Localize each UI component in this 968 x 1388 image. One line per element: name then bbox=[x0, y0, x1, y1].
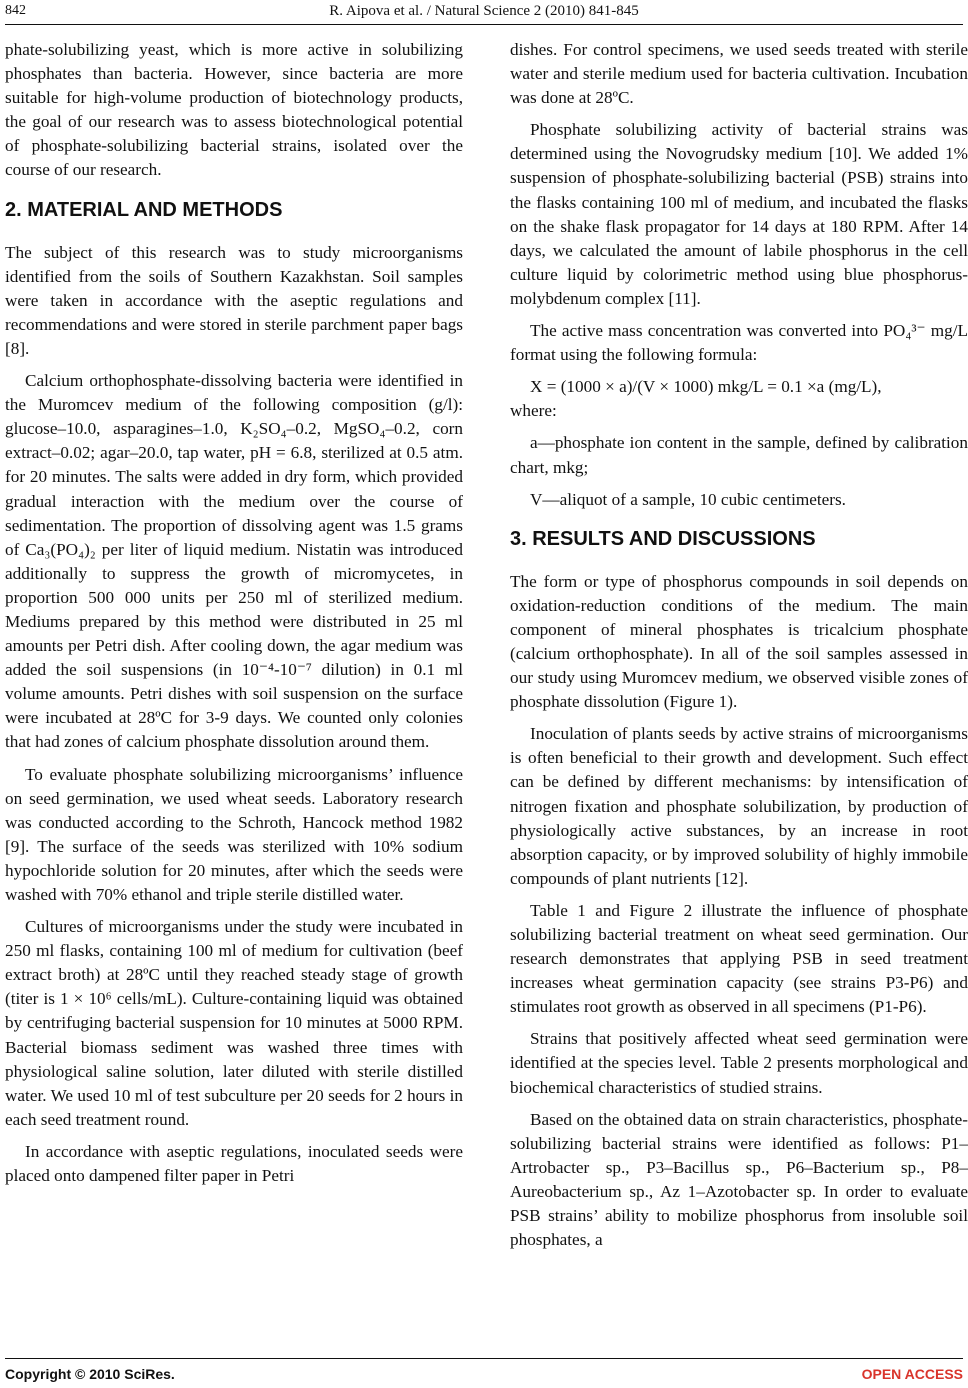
paragraph: The subject of this research was to study microorganisms identified from the soils of Southern Kazakhstan. Soil samples were taken in accordance with the aseptic regulations and recommendations and were stored in sterile parchment paper bags [8]. bbox=[5, 242, 463, 358]
page-header bbox=[0, 0, 968, 22]
formula: X = (1000 × a)/(V × 1000) mkg/L = 0.1 ×a (mg/L), bbox=[530, 377, 882, 397]
paragraph: Calcium orthophosphate-dissolving bacteria were identified in the Muromcev medium of the following composition (g/l): glucose–10.0, asparagines–1.0, K₂SO₄–0.2, MgSO₄–0.2, corn extract–0.02; agar–20.0, tap water, pH = 6.8, sterilized at 0.5 atm. for 20 minutes. The salts were added in dry form, which provided gradual interaction with the medium over the course of sedimentation. The proportion of dissolving agent was 1.5 grams of Ca₃(PO₄)₂ per liter of liquid medium. Nistatin was introduced additionally to suppress the growth of micromycetes, in proportion 500 000 units per 250 ml of sterilized medium. Mediums prepared by this method were distributed in 25 ml amounts per Petri dish. After cooling down, the agar medium was added the soil suspensions (in 10⁻⁴-10⁻⁷ dilution) in 0.1 ml volume amounts. Petri dishes with soil suspension on the surface were incubated at 28ºC for 3-9 days. We counted only colonies that had zones of calcium phosphate dissolution around them. bbox=[5, 371, 463, 752]
right-column bbox=[510, 38, 968, 1260]
copyright: Copyright © 2010 SciRes. bbox=[5, 1366, 175, 1382]
paragraph: The active mass concentration was converted into PO₄³⁻ mg/L format using the following formula: bbox=[510, 321, 968, 365]
left-column bbox=[5, 38, 463, 1196]
paragraph: Cultures of microorganisms under the study were incubated in 250 ml flasks, containing 100 ml of medium for cultivation (beef extract broth) at 28ºC until they reached steady stage of growth (titer is 1 × 10⁶ cells/mL). Culture-containing liquid was obtained by centrifuging bacterial suspension for 10 minutes at 5000 RPM. Bacterial biomass sediment was washed three times with physiological saline solution, later diluted with sterile distilled water. We used 10 ml of test subculture per 20 seeds for 2 hours in each seed treatment round. bbox=[5, 917, 463, 1129]
page-footer bbox=[0, 1366, 968, 1388]
definition-v: V―aliquot of a sample, 10 cubic centimeters. bbox=[530, 489, 846, 509]
paragraph: Table 1 and Figure 2 illustrate the influence of phosphate solubilizing bacterial treatment on wheat seed germination. Our research demonstrates that applying PSB in seed treatment increases wheat germination capacity (see strains P3-P6) and stimulates root growth as observed in all specimens (P1-P6). bbox=[510, 900, 968, 1017]
footer-rule bbox=[5, 1358, 963, 1359]
paragraph: Inoculation of plants seeds by active strains of microorganisms is often beneficial to their growth and development. Such effect can be defined by different mechanisms: by intensification of nitrogen fixation and phosphate solubilization, by production of physiologically active substances, by an increase in root absorption capacity, or by improved solubility of highly immobile compounds of plant nutrients [12]. bbox=[510, 724, 968, 888]
paragraph: The form or type of phosphorus compounds in soil depends on oxidation-reduction conditions of the medium. The main component of mineral phosphates is tricalcium phosphate (calcium orthophosphate). In all of the soil samples assessed in our study using Muromcev medium, we observed visible zones of phosphate dissolution (Figure 1). bbox=[510, 571, 968, 712]
section-heading-results: 3. RESULTS AND DISCUSSIONS bbox=[510, 527, 816, 550]
paragraph: Phosphate solubilizing activity of bacterial strains was determined using the Novogrudsky medium [10]. We added 1% suspension of phosphate-solubilizing bacterial (PSB) strains into the flasks containing 100 ml of medium, and incubated the flasks on the shake flask propagator for 14 days at 180 RPM. After 14 days, we calculated the amount of labile phosphorus in the cell culture liquid by colorimetric method using blue phosphorus-molybdenum complex [11]. bbox=[510, 120, 968, 308]
paragraph: In accordance with aseptic regulations, inoculated seeds were placed onto dampened filter paper in Petri bbox=[5, 1141, 463, 1186]
section-heading-methods: 2. MATERIAL AND METHODS bbox=[5, 198, 283, 221]
header-rule bbox=[5, 24, 963, 25]
paragraph: Strains that positively affected wheat seed germination were identified at the species level. Table 2 presents morphological and biochemical characteristics of studied strains. bbox=[510, 1029, 968, 1097]
paragraph: Based on the obtained data on strain characteristics, phosphate-solubilizing bacterial strains were identified as follows: P1–Artrobacter sp., P3–Bacillus sp., P6–Bacterium sp., P8–Aureobacterium sp., Az 1–Azotobacter sp. In order to evaluate PSB strains’ ability to mobilize phosphorus from insoluble soil phosphates, a bbox=[510, 1109, 968, 1250]
paragraph: dishes. For control specimens, we used seeds treated with sterile water and sterile medium used for bacteria cultivation. Incubation was done at 28ºC. bbox=[510, 40, 968, 108]
paragraph: phate-solubilizing yeast, which is more active in solubilizing phosphates than bacteria. However, since bacteria are more suitable for high-volume production of biotechnology products, the goal of our research was to assess biotechnological potential of phosphate-solubilizing bacterial strains, isolated over the course of our research. bbox=[5, 40, 463, 180]
where-label: where: bbox=[510, 401, 557, 421]
page-number: 842 bbox=[5, 3, 26, 18]
paragraph: To evaluate phosphate solubilizing microorganisms’ influence on seed germination, we used wheat seeds. Laboratory research was conducted according to the Schroth, Hancock method 1982 [9]. The surface of the seeds was sterilized with 10% sodium hypochloride solution for 20 minutes, after which the seeds were washed with 70% ethanol and triple sterile distilled water. bbox=[5, 764, 463, 904]
definition-a: a―phosphate ion content in the sample, defined by calibration chart, mkg; bbox=[510, 433, 968, 477]
running-head: R. Aipova et al. / Natural Science 2 (2010) 841-845 bbox=[329, 3, 639, 19]
open-access-label: OPEN ACCESS bbox=[861, 1366, 963, 1382]
